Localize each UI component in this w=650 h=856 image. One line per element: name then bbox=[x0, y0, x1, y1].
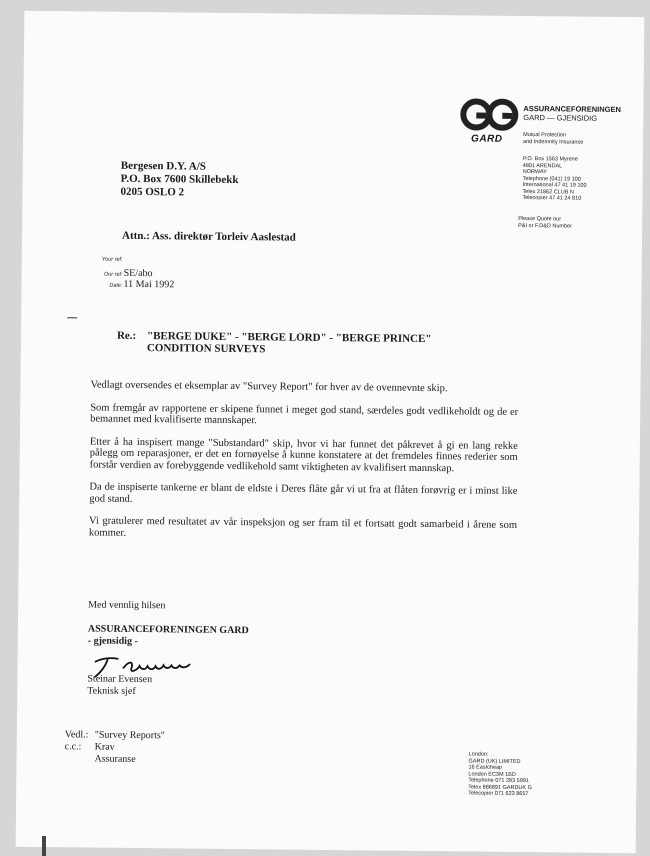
letter-body bbox=[89, 379, 519, 553]
recipient-line: Bergesen D.Y. A/S bbox=[120, 159, 206, 173]
letter-page bbox=[16, 11, 645, 853]
body-paragraph: Da de inspiserte tankerne er blant de eldste i Deres flåte går vi ut fra at flåten forøvrig er i minst like god stand. bbox=[89, 481, 518, 505]
body-paragraph: Etter å ha inspisert mange "Substandard" skip, hvor vi har funnet det påkrevet å gi en lang rekke pålegg om reparasjoner, er det en fornøyelse å kunne konstatere at det fremdeles finnes rederier som forstår verdien av forebyggende vedlikehold samt viktigheten av kvalifisert mannskap. bbox=[89, 435, 518, 474]
attention-line: Attn.: Ass. direktør Torleiv Aaslestad bbox=[121, 229, 296, 244]
office-line: Telephone (041) 19 100 bbox=[522, 175, 581, 183]
office-line: Telex 21862 CLUB N bbox=[522, 188, 574, 196]
london-line: London EC3M 1BD bbox=[468, 770, 516, 778]
date-row bbox=[101, 279, 174, 291]
london-line: 16 Eastcheap bbox=[468, 764, 503, 771]
quote-line: Please Quote our bbox=[518, 215, 562, 223]
signer-block bbox=[87, 673, 152, 697]
quote-note bbox=[518, 216, 572, 230]
office-line: International 47 41 19 100 bbox=[522, 182, 587, 189]
london-line: London: bbox=[468, 751, 489, 758]
mutual-line: and Indemnity Insurance bbox=[523, 138, 584, 146]
body-paragraph: Vi gratulerer med resultatet av vår inspeksjon og ser fram til et fortsatt godt samarbeid i årene som kommer. bbox=[88, 515, 518, 539]
cc-value: Krav bbox=[94, 741, 115, 753]
closing-org-line-2: - gjensidig - bbox=[87, 635, 138, 647]
mutual-line: Mutual Protection bbox=[523, 132, 566, 139]
office-line: NORWAY bbox=[522, 169, 547, 176]
logo-wordmark: GARD bbox=[471, 133, 503, 145]
closing-org-line-1: ASSURANCEFORENINGEN GARD bbox=[87, 623, 249, 637]
subject-line-2: CONDITION SURVEYS bbox=[146, 342, 266, 356]
recipient-line: P.O. Box 7600 Skillebekk bbox=[120, 172, 239, 187]
cc-value: Assuranse bbox=[94, 753, 136, 765]
london-line: Telex 886891 GARDUK G bbox=[468, 783, 532, 791]
subject-block bbox=[117, 330, 432, 357]
binder-edge bbox=[42, 836, 46, 856]
london-line: GARD (UK) LIMITED bbox=[468, 757, 521, 765]
london-line: Telephone 071 283 5991 bbox=[468, 777, 529, 785]
org-name: ASSURANCEFORENINGEN bbox=[523, 104, 621, 115]
office-line: 4801 ARENDAL bbox=[522, 162, 563, 169]
mutual-block bbox=[523, 132, 583, 146]
your-ref-label: Your ref: bbox=[101, 256, 123, 263]
enclosure-label: Vedl.: bbox=[64, 729, 89, 741]
signer-title: Teknisk sjef bbox=[87, 684, 136, 697]
letterhead-org bbox=[523, 104, 621, 123]
london-office bbox=[468, 751, 532, 797]
date-label: Date: bbox=[109, 282, 123, 289]
our-ref-label: Our ref: bbox=[103, 271, 123, 278]
reference-block bbox=[101, 257, 174, 291]
body-paragraph: Vedlagt oversendes et eksemplar av "Survey Report" for hver av de ovennevnte skip. bbox=[90, 379, 448, 395]
office-line: P.O. Box 1563 Myrene bbox=[522, 156, 578, 163]
subject-label: Re.: bbox=[116, 329, 137, 342]
office-address bbox=[522, 156, 586, 202]
signer-name: Steinar Evensen bbox=[87, 673, 153, 686]
our-ref-row bbox=[102, 268, 175, 280]
office-line: Telecopier 47 41 24 810 bbox=[522, 195, 582, 202]
closing-greeting: Med vennlig hilsen bbox=[88, 599, 166, 612]
recipient-address bbox=[120, 160, 238, 200]
enclosures-block bbox=[64, 729, 164, 766]
subject-line-1: "BERGE DUKE" - "BERGE LORD" - "BERGE PRINCE" bbox=[146, 330, 432, 346]
london-line: Telecopier 071 623 8657 bbox=[468, 790, 529, 798]
org-subname: GARD — GJENSIDIG bbox=[523, 113, 598, 123]
our-ref-value: SE/abo bbox=[123, 267, 153, 280]
quote-line: P&I or F.D&D Number bbox=[518, 222, 572, 230]
gard-logo-icon bbox=[459, 97, 519, 132]
your-ref-row bbox=[102, 257, 175, 269]
date-value: 11 Mai 1992 bbox=[123, 278, 175, 291]
recipient-line: 0205 OSLO 2 bbox=[120, 185, 185, 199]
enclosure-value: "Survey Reports" bbox=[94, 729, 165, 742]
body-paragraph: Som fremgår av rapportene er skipene funnet i meget god stand, særdeles godt vedlikeholdt og de er bemannet med kvalifiserte mannskaper. bbox=[90, 401, 519, 427]
fold-mark bbox=[67, 317, 77, 318]
closing-org bbox=[88, 623, 249, 649]
cc-label: c.c.: bbox=[64, 741, 82, 753]
